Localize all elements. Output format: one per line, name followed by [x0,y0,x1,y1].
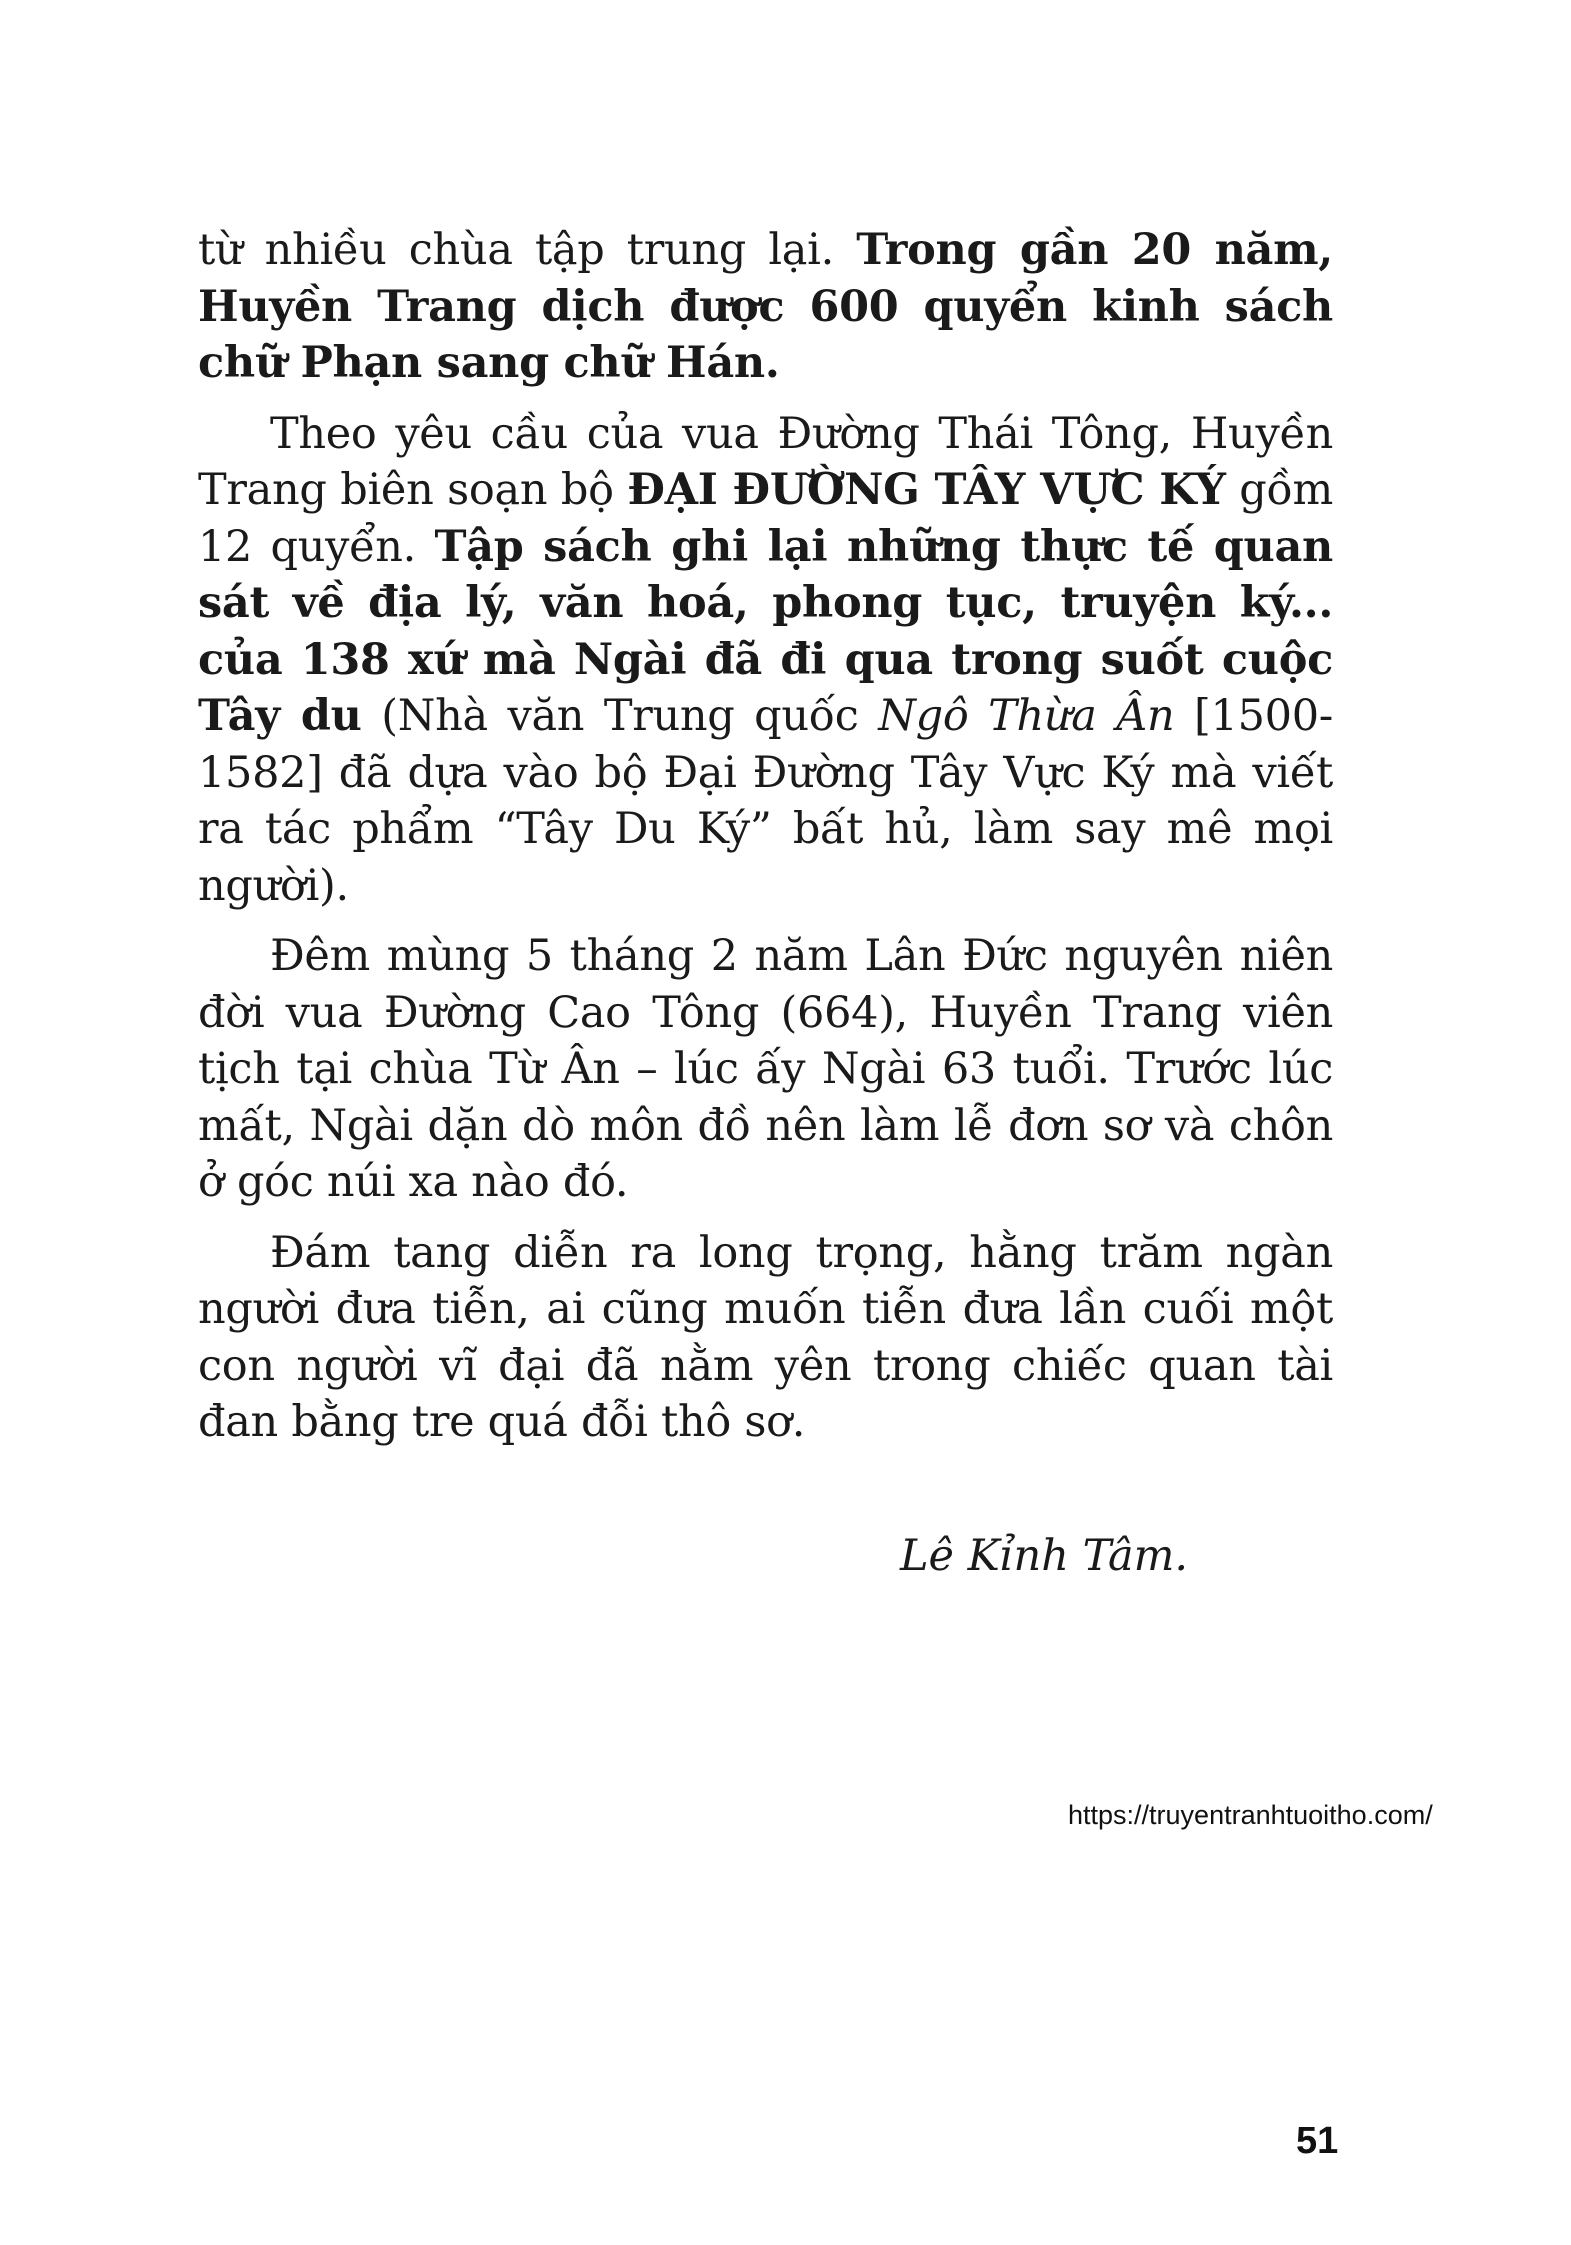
paragraph [198,222,1333,392]
body-text [198,222,1333,1465]
text-run: [1500-1582] đã dựa vào bộ Đại Đường Tây Vực Ký mà viết ra tác phẩm “Tây Du Ký” bất hủ, làm say mê mọi người). [198,691,1333,911]
author-signature: Lê Kỉnh Tâm. [900,1531,1189,1581]
text-run: gồm 12 quyển. [198,465,1334,572]
text-run: (Nhà văn Trung quốc [361,691,879,741]
paragraph [198,928,1333,1211]
page-number: 51 [1296,2120,1339,2162]
text-run: Đám tang diễn ra long trọng, hằng trăm ngàn người đưa tiễn, ai cũng muốn tiễn đưa lần cuối một con người vĩ đại đã nằm yên trong chiếc quan tài đan bằng tre quá đỗi thô sơ. [198,1227,1333,1447]
source-url: https://truyentranhtuoitho.com/ [1068,1800,1433,1830]
italic-text-run: Ngô Thừa Ân [878,691,1175,741]
paragraph [198,406,1333,915]
bold-text-run: Trong gần 20 năm, Huyền Trang dịch được 600 quyển kinh sách chữ Phạn sang chữ Hán. [198,225,1333,388]
paragraph [198,1225,1333,1451]
text-run: từ nhiều chùa tập trung lại. [198,225,857,275]
bold-text-run: ĐẠI ĐƯỜNG TÂY VỰC KÝ [627,465,1226,515]
text-run: Theo yêu cầu của vua Đường Thái Tông, Huyền Trang biên soạn bộ [198,408,1333,515]
text-run: Đêm mùng 5 tháng 2 năm Lân Đức nguyên niên đời vua Đường Cao Tông (664), Huyền Trang viên tịch tại chùa Từ Ân – lúc ấy Ngài 63 tuổi. Trước lúc mất, Ngài dặn dò môn đồ nên làm lễ đơn sơ và chôn ở góc núi xa nào đó. [198,931,1333,1207]
bold-text-run: Tập sách ghi lại những thực tế quan sát về địa lý, văn hoá, phong tục, truyện ký... của 138 xứ mà Ngài đã đi qua trong suốt cuộc Tây du [198,521,1333,741]
